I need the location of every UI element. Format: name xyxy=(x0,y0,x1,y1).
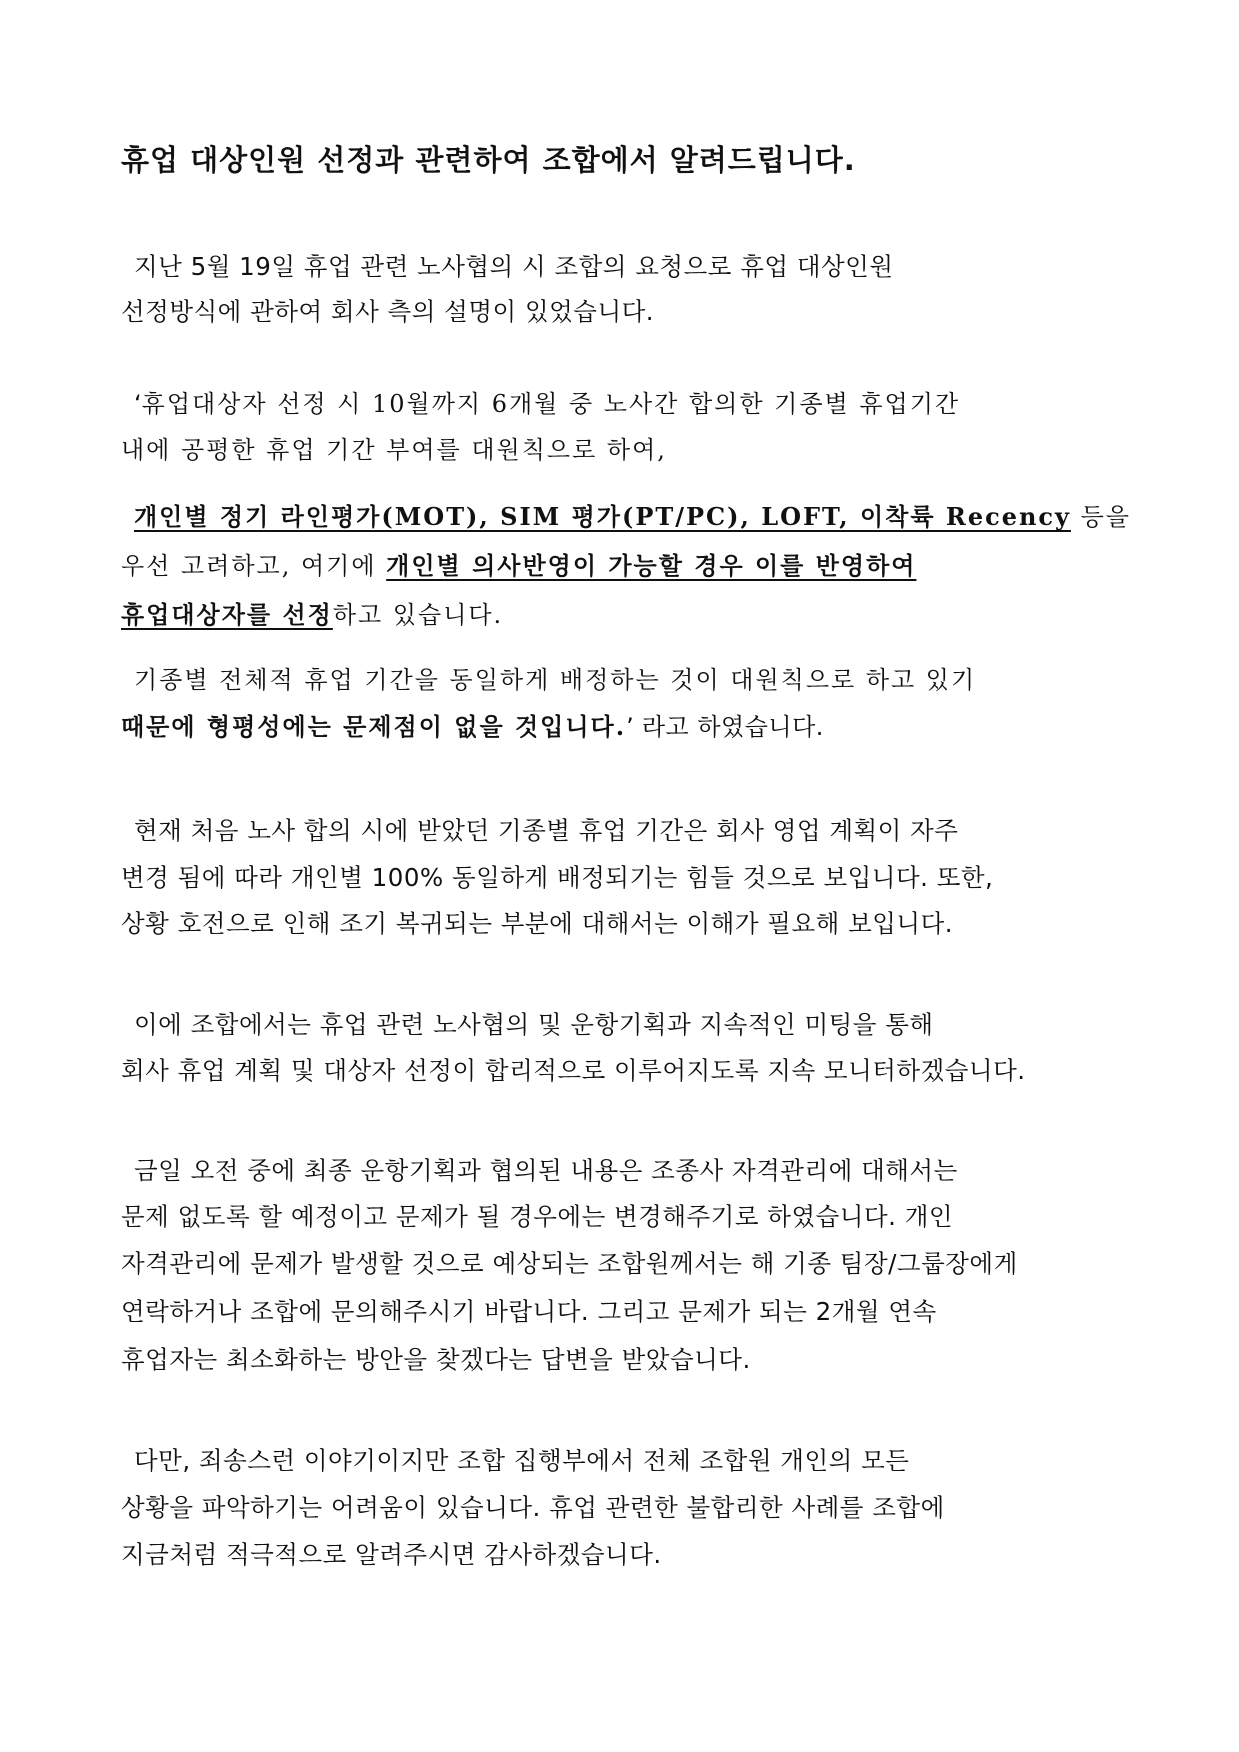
quote-conclusion-bold: 때문에 형평성에는 문제점이 없을 것입니다. xyxy=(121,712,627,741)
quote-line-7-tail: 라고 하였습니다. xyxy=(633,713,824,741)
p2-line-1: 현재 처음 노사 합의 시에 받았던 기종별 휴업 기간은 회사 영업 계획이 자주 xyxy=(134,816,959,845)
p4-line-3: 자격관리에 문제가 발생할 것으로 예상되는 조합원께서는 해 기종 팀장/그룹장에게 xyxy=(121,1249,1018,1278)
quote-line-5 xyxy=(121,600,503,630)
p5-line-2: 상황을 파악하기는 어려움이 있습니다. 휴업 관련한 불합리한 사례를 조합에 xyxy=(121,1493,945,1522)
quote-close-mark: ’ xyxy=(626,713,634,741)
quote-text-1: 휴업대상자 선정 시 10월까지 6개월 중 노사간 합의한 기종별 휴업기간 xyxy=(141,390,961,418)
quote-line-6: 기종별 전체적 휴업 기간을 동일하게 배정하는 것이 대원칙으로 하고 있기 xyxy=(134,666,977,694)
quote-line-7 xyxy=(121,712,824,742)
p1-line-2: 선정방식에 관하여 회사 측의 설명이 있었습니다. xyxy=(121,297,655,326)
quote-line-3-tail: 등을 xyxy=(1070,503,1131,531)
quote-line-1 xyxy=(134,389,960,419)
quote-line-4 xyxy=(121,551,916,581)
p5-line-3: 지금처럼 적극적으로 알려주시면 감사하겠습니다. xyxy=(121,1540,662,1569)
quote-preference-highlight: 개인별 의사반영이 가능할 경우 이를 반영하여 xyxy=(386,551,917,580)
p1-line-1: 지난 5월 19일 휴업 관련 노사협의 시 조합의 요청으로 휴업 대상인원 xyxy=(134,252,894,281)
quote-line-3 xyxy=(134,502,1131,532)
p2-line-2: 변경 됨에 따라 개인별 100% 동일하게 배정되기는 힘들 것으로 보입니다. 또한, xyxy=(121,863,994,892)
p4-line-1: 금일 오전 중에 최종 운항기획과 협의된 내용은 조종사 자격관리에 대해서는 xyxy=(134,1156,958,1185)
p4-line-4: 연락하거나 조합에 문의해주시기 바랍니다. 그리고 문제가 되는 2개월 연속 xyxy=(121,1297,937,1326)
quote-criteria-highlight: 개인별 정기 라인평가(MOT), SIM 평가(PT/PC), LOFT, 이착륙 Recency xyxy=(134,502,1071,531)
p3-line-2: 회사 휴업 계획 및 대상자 선정이 합리적으로 이루어지도록 지속 모니터하겠습니다. xyxy=(121,1056,1026,1085)
p5-line-1: 다만, 죄송스런 이야기이지만 조합 집행부에서 전체 조합원 개인의 모든 xyxy=(134,1446,910,1475)
quote-line-2: 내에 공평한 휴업 기간 부여를 대원칙으로 하여, xyxy=(121,436,667,464)
p2-line-3: 상황 호전으로 인해 조기 복귀되는 부분에 대해서는 이해가 필요해 보입니다. xyxy=(121,909,954,938)
p3-line-1: 이에 조합에서는 휴업 관련 노사협의 및 운항기획과 지속적인 미팅을 통해 xyxy=(134,1010,934,1039)
quote-open-mark: ‘ xyxy=(134,390,142,418)
quote-line-5-tail: 하고 있습니다. xyxy=(332,601,504,629)
p4-line-2: 문제 없도록 할 예정이고 문제가 될 경우에는 변경해주기로 하였습니다. 개인 xyxy=(121,1202,954,1231)
quote-line-4-head: 우선 고려하고, 여기에 xyxy=(121,552,387,580)
quote-selection-highlight: 휴업대상자를 선정 xyxy=(121,600,333,629)
page-title: 휴업 대상인원 선정과 관련하여 조합에서 알려드립니다. xyxy=(121,143,856,177)
p4-line-5: 휴업자는 최소화하는 방안을 찾겠다는 답변을 받았습니다. xyxy=(121,1345,751,1374)
